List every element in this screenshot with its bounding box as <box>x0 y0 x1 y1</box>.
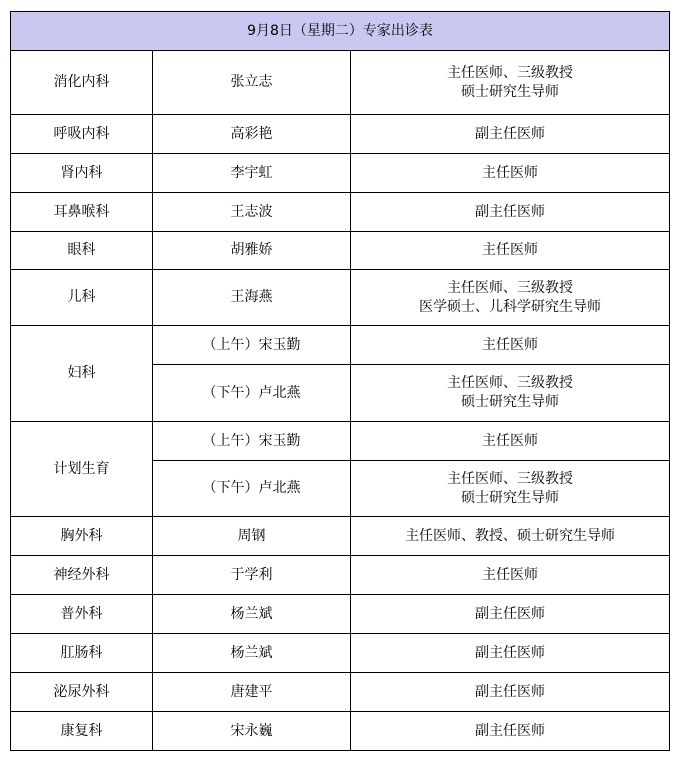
table-row <box>11 673 670 712</box>
doctor-cell: （下午）卢北燕 <box>153 365 351 422</box>
table-title: 9月8日（星期二）专家出诊表 <box>11 12 670 51</box>
doctor-cell: 胡雅娇 <box>153 232 351 270</box>
doctor-cell: （上午）宋玉勤 <box>153 422 351 461</box>
title-cell <box>351 595 670 634</box>
doctor-cell: 杨兰斌 <box>153 634 351 673</box>
title-cell <box>351 232 670 270</box>
doctor-cell: 张立志 <box>153 51 351 115</box>
doctor-cell: 李宇虹 <box>153 154 351 193</box>
title-line: 硕士研究生导师 <box>461 489 559 506</box>
title-line: 主任医师、三级教授 <box>447 64 573 81</box>
dept-cell: 妇科 <box>11 326 153 422</box>
doctor-cell: 唐建平 <box>153 673 351 712</box>
table-row <box>11 634 670 673</box>
dept-cell: 神经外科 <box>11 556 153 595</box>
table-row <box>11 595 670 634</box>
dept-cell: 耳鼻喉科 <box>11 193 153 232</box>
doctor-cell: 宋永巍 <box>153 712 351 751</box>
title-line: 硕士研究生导师 <box>461 394 559 410</box>
title-line: 主任医师 <box>482 566 538 583</box>
title-line: 副主任医师 <box>475 605 545 622</box>
title-cell <box>351 634 670 673</box>
doctor-cell: 王海燕 <box>153 270 351 326</box>
title-cell <box>351 51 670 115</box>
title-cell <box>351 326 670 365</box>
title-cell <box>351 365 670 422</box>
title-line: 主任医师 <box>482 432 538 449</box>
title-line: 主任医师 <box>482 242 538 258</box>
table-row <box>11 422 670 461</box>
title-line: 副主任医师 <box>475 683 545 700</box>
title-cell <box>351 270 670 326</box>
dept-cell: 眼科 <box>11 232 153 270</box>
title-cell <box>351 556 670 595</box>
doctor-cell: 高彩艳 <box>153 115 351 154</box>
table-row <box>11 115 670 154</box>
schedule-table <box>10 11 670 751</box>
table-row <box>11 232 670 270</box>
table-row <box>11 51 670 115</box>
title-line: 主任医师 <box>482 164 538 181</box>
dept-cell: 普外科 <box>11 595 153 634</box>
doctor-cell: （下午）卢北燕 <box>153 461 351 517</box>
doctor-cell: 周钢 <box>153 517 351 556</box>
table-row <box>11 154 670 193</box>
title-line: 副主任医师 <box>475 644 545 661</box>
doctor-cell: 于学利 <box>153 556 351 595</box>
table-row <box>11 193 670 232</box>
title-cell <box>351 154 670 193</box>
dept-cell: 呼吸内科 <box>11 115 153 154</box>
table-row <box>11 326 670 365</box>
title-cell <box>351 712 670 751</box>
table-row <box>11 270 670 326</box>
title-line: 主任医师、教授、硕士研究生导师 <box>405 527 615 544</box>
title-cell <box>351 461 670 517</box>
doctor-cell: （上午）宋玉勤 <box>153 326 351 365</box>
title-line: 硕士研究生导师 <box>461 83 559 100</box>
dept-cell: 计划生育 <box>11 422 153 517</box>
doctor-cell: 王志波 <box>153 193 351 232</box>
title-line: 主任医师、三级教授 <box>447 279 573 296</box>
title-cell <box>351 673 670 712</box>
title-line: 主任医师 <box>482 336 538 353</box>
dept-cell: 康复科 <box>11 712 153 751</box>
title-line: 主任医师、三级教授 <box>447 470 573 487</box>
title-cell <box>351 193 670 232</box>
table-row <box>11 712 670 751</box>
doctor-cell: 杨兰斌 <box>153 595 351 634</box>
dept-cell: 胸外科 <box>11 517 153 556</box>
title-line: 副主任医师 <box>475 125 545 142</box>
title-cell <box>351 422 670 461</box>
title-line: 副主任医师 <box>475 722 545 739</box>
dept-cell: 肾内科 <box>11 154 153 193</box>
title-cell <box>351 517 670 556</box>
dept-cell: 泌尿外科 <box>11 673 153 712</box>
table-row <box>11 556 670 595</box>
table-row <box>11 517 670 556</box>
dept-cell: 消化内科 <box>11 51 153 115</box>
title-line: 医学硕士、儿科学研究生导师 <box>419 298 601 315</box>
title-line: 主任医师、三级教授 <box>447 375 573 391</box>
title-line: 副主任医师 <box>475 203 545 220</box>
title-row <box>11 12 670 51</box>
title-cell <box>351 115 670 154</box>
dept-cell: 儿科 <box>11 270 153 326</box>
dept-cell: 肛肠科 <box>11 634 153 673</box>
